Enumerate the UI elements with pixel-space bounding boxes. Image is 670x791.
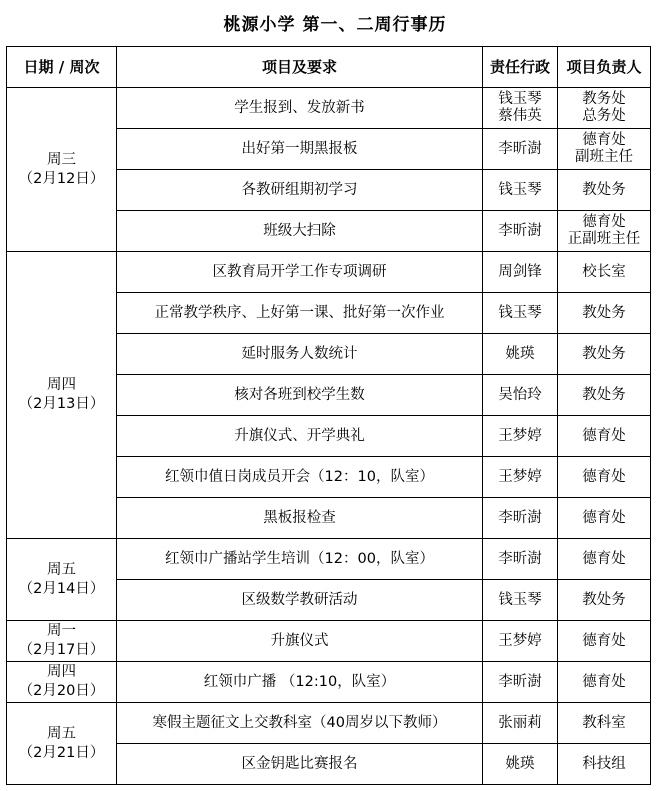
item-cell: 寒假主题征文上交教科室（40周岁以下教师） [117,703,483,744]
header-item: 项目及要求 [117,47,483,88]
person-name: 总务处 [582,108,626,124]
person-cell [558,293,651,334]
admin-name: 周剑锋 [498,263,542,280]
weekday-label: 周五 [47,725,76,742]
admin-cell [483,498,558,539]
admin-cell [483,252,558,293]
table-row [7,88,651,129]
date-cell [7,662,117,703]
person-cell [558,129,651,170]
admin-cell [483,662,558,703]
person-name: 副班主任 [575,149,633,165]
item-cell: 延时服务人数统计 [117,334,483,375]
item-cell: 出好第一期黑报板 [117,129,483,170]
date-label: （2月14日） [18,580,105,597]
admin-cell [483,580,558,621]
person-name: 德育处 [582,632,626,649]
admin-name: 钱玉琴 [498,181,542,198]
person-name: 教处务 [582,591,626,608]
person-cell [558,539,651,580]
weekday-label: 周四 [47,664,76,680]
item-cell: 升旗仪式 [117,621,483,662]
person-name: 德育处 [582,427,626,444]
person-cell [558,88,651,129]
person-name: 德育处 [582,550,626,567]
item-cell: 红领巾广播站学生培训（12：00，队室） [117,539,483,580]
admin-cell [483,621,558,662]
admin-cell [483,539,558,580]
person-cell [558,498,651,539]
admin-name: 钱玉琴 [498,304,542,321]
item-cell: 区级数学教研活动 [117,580,483,621]
admin-name: 姚瑛 [505,755,535,772]
date-cell [7,621,117,662]
admin-name: 钱玉琴 [498,591,542,608]
person-name: 德育处 [582,509,626,526]
person-cell [558,703,651,744]
table-row [7,539,651,580]
person-cell [558,375,651,416]
item-cell: 核对各班到校学生数 [117,375,483,416]
person-name: 科技组 [582,755,626,772]
person-cell [558,416,651,457]
table-row [7,621,651,662]
person-name: 德育处 [582,132,626,148]
header-admin: 责任行政 [483,47,558,88]
item-cell: 学生报到、发放新书 [117,88,483,129]
admin-name: 王梦婷 [498,632,542,649]
person-name: 教科室 [582,714,626,731]
item-cell: 正常教学秩序、上好第一课、批好第一次作业 [117,293,483,334]
admin-cell [483,334,558,375]
admin-name: 李昕澍 [498,509,542,526]
date-cell [7,88,117,252]
table-row [7,662,651,703]
schedule-table [6,46,651,785]
admin-name: 蔡伟英 [498,108,542,124]
person-cell [558,662,651,703]
admin-cell [483,457,558,498]
header-person: 项目负责人 [558,47,651,88]
person-cell [558,580,651,621]
admin-name: 王梦婷 [498,468,542,485]
item-cell: 升旗仪式、开学典礼 [117,416,483,457]
admin-cell [483,129,558,170]
date-cell [7,252,117,539]
date-label: （2月13日） [18,396,105,412]
admin-name: 李昕澍 [498,140,542,157]
weekday-label: 周一 [47,623,76,639]
admin-cell [483,703,558,744]
person-name: 德育处 [582,468,626,485]
person-cell [558,170,651,211]
person-cell [558,252,651,293]
admin-name: 王梦婷 [498,427,542,444]
date-label: （2月17日） [18,642,105,658]
admin-cell [483,744,558,785]
table-row [7,252,651,293]
admin-cell [483,416,558,457]
table-row [7,703,651,744]
person-name: 德育处 [582,214,626,230]
weekday-label: 周四 [47,377,76,393]
person-name: 教处务 [582,386,626,403]
person-cell [558,744,651,785]
item-cell: 红领巾广播 （12:10，队室） [117,662,483,703]
admin-name: 姚瑛 [505,345,535,362]
date-label: （2月21日） [18,744,105,761]
date-label: （2月12日） [18,170,105,187]
person-cell [558,334,651,375]
admin-cell [483,170,558,211]
admin-cell [483,88,558,129]
table-body [7,88,651,785]
admin-name: 张丽莉 [498,714,542,731]
admin-cell [483,293,558,334]
admin-name: 钱玉琴 [498,91,542,107]
item-cell: 班级大扫除 [117,211,483,252]
header-date: 日期 / 周次 [7,47,117,88]
person-name: 德育处 [582,673,626,690]
person-cell [558,457,651,498]
person-cell [558,211,651,252]
date-cell [7,703,117,785]
weekday-label: 周三 [47,151,76,168]
date-cell [7,539,117,621]
admin-cell [483,211,558,252]
admin-name: 李昕澍 [498,222,542,239]
item-cell: 黑板报检查 [117,498,483,539]
item-cell: 各教研组期初学习 [117,170,483,211]
person-name: 教处务 [582,345,626,362]
person-name: 教务处 [582,91,626,107]
person-name: 正副班主任 [567,231,641,247]
item-cell: 红领巾值日岗成员开会（12：10，队室） [117,457,483,498]
person-cell [558,621,651,662]
date-label: （2月20日） [18,683,105,699]
page-title: 桃源小学 第一、二周行事历 [223,15,447,35]
admin-name: 李昕澍 [498,673,542,690]
admin-name: 吴怡玲 [498,386,542,403]
header-row [7,47,651,88]
person-name: 教处务 [582,181,626,198]
admin-cell [483,375,558,416]
item-cell: 区金钥匙比赛报名 [117,744,483,785]
person-name: 校长室 [582,263,626,280]
admin-name: 李昕澍 [498,550,542,567]
person-name: 教处务 [582,304,626,321]
item-cell: 区教育局开学工作专项调研 [117,252,483,293]
weekday-label: 周五 [47,561,76,578]
